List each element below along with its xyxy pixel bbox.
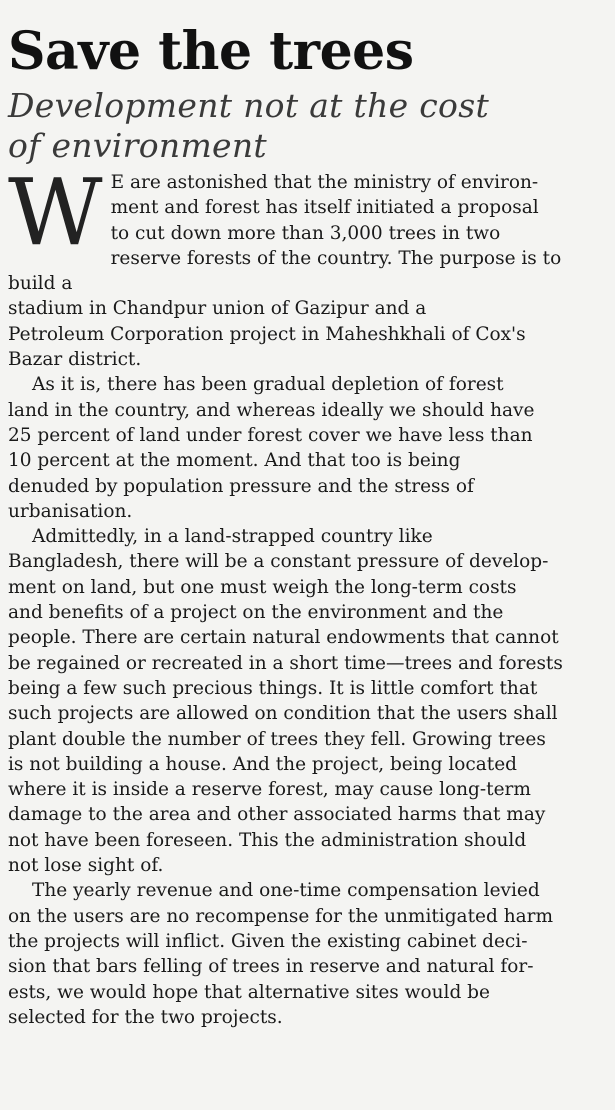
text-line: 25 percent of land under forest cover we have less than: [8, 424, 533, 446]
text-line: E are astonished that the ministry of environ-: [110, 172, 539, 193]
text-line: not have been foreseen. This the administration should: [8, 829, 527, 851]
text-line: where it is inside a reserve forest, may cause long-term: [8, 779, 531, 801]
subheadline: [8, 86, 607, 166]
text-line: urbanisation.: [8, 500, 133, 522]
text-line: ment on land, but one must weigh the long-term costs: [8, 576, 517, 598]
paragraph-1: [8, 159, 607, 372]
text-line: reserve forests of the country. The purpose is to build a: [8, 247, 562, 295]
text-line: is not building a house. And the project, being located: [8, 753, 517, 775]
subheadline-line-2: of environment: [8, 126, 267, 165]
paragraph-2: [8, 372, 607, 524]
text-line: ment and forest has itself initiated a proposal: [110, 197, 539, 219]
text-line: Admittedly, in a land-strapped country like: [32, 526, 433, 548]
text-line: sion that bars felling of trees in reserve and natural for-: [8, 956, 534, 978]
text-line: to cut down more than 3,000 trees in two: [110, 222, 501, 244]
text-line: ests, we would hope that alternative sites would be: [8, 981, 490, 1003]
text-line: and benefits of a project on the environment and the: [8, 602, 504, 624]
text-line: damage to the area and other associated harms that may: [8, 804, 546, 826]
text-line: be regained or recreated in a short time—trees and forests: [8, 652, 563, 674]
text-line: land in the country, and whereas ideally we should have: [8, 399, 535, 421]
text-line: selected for the two projects.: [8, 1006, 283, 1028]
text-line: The yearly revenue and one-time compensation levied: [32, 880, 540, 902]
text-line: stadium in Chandpur union of Gazipur and a: [8, 298, 427, 320]
text-line: on the users are no recompense for the unmitigated harm: [8, 905, 554, 927]
headline: Save the trees: [8, 21, 414, 82]
text-line: denuded by population pressure and the stress of: [8, 475, 474, 497]
text-line: plant double the number of trees they fell. Growing trees: [8, 728, 546, 750]
article-body: [8, 159, 607, 1030]
text-line: such projects are allowed on condition that the users shall: [8, 703, 558, 725]
text-line: not lose sight of.: [8, 855, 164, 877]
text-line: Bazar district.: [8, 349, 142, 371]
text-line: 10 percent at the moment. And that too is being: [8, 450, 461, 472]
paragraph-4: [8, 878, 607, 1030]
text-line: being a few such precious things. It is little comfort that: [8, 677, 538, 699]
subheadline-line-1: Development not at the cost: [8, 86, 490, 125]
paragraph-3: [8, 524, 607, 878]
drop-cap: W: [8, 159, 103, 266]
text-line: Petroleum Corporation project in Maheshkhali of Cox's: [8, 323, 526, 345]
text-line: the projects will inflict. Given the existing cabinet deci-: [8, 930, 528, 952]
text-line: people. There are certain natural endowments that cannot: [8, 627, 559, 649]
text-line: As it is, there has been gradual depletion of forest: [32, 374, 504, 396]
text-line: Bangladesh, there will be a constant pressure of develop-: [8, 551, 549, 573]
